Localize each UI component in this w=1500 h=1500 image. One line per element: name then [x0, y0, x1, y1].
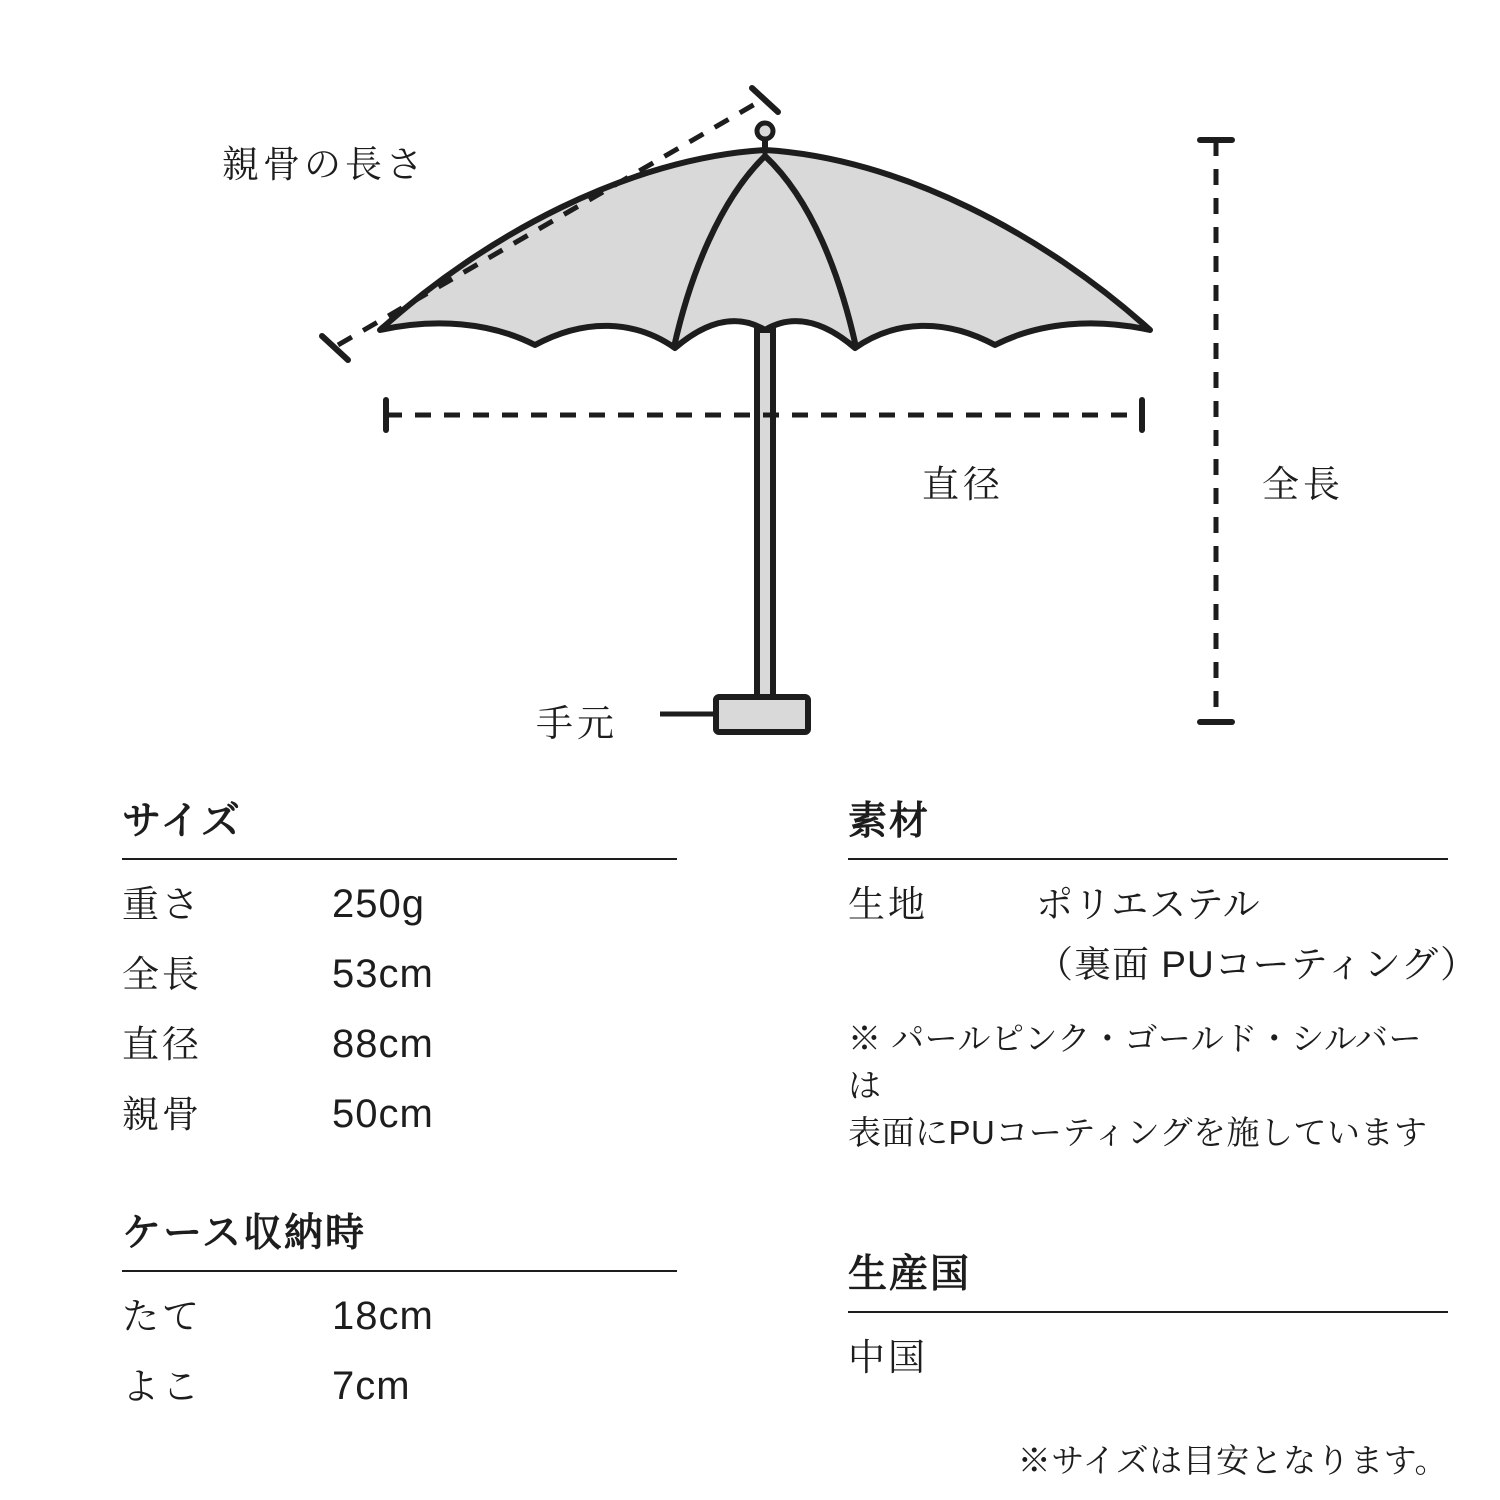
section-size: [122, 790, 682, 1138]
spec-key-case-height: たて: [122, 1296, 202, 1337]
material-note: [848, 1016, 1448, 1157]
spec-row-total-length: [122, 944, 682, 998]
label-total-length: 全長: [1262, 464, 1344, 505]
material-value-fabric-coating: （裏面 PUコーティング）: [1036, 944, 1479, 985]
size-disclaimer: ※サイズは目安となります。: [1017, 1442, 1448, 1479]
spec-key-weight: 重さ: [122, 884, 202, 925]
section-material: [848, 790, 1479, 1157]
umbrella-shaft: [757, 330, 773, 708]
material-note-line1: ※ パールピンク・ゴールド・シルバーは: [848, 1020, 1423, 1104]
size-title: サイズ: [122, 800, 242, 843]
country-title: 生産国: [848, 1252, 972, 1296]
umbrella-handle: [716, 697, 808, 732]
specs-right-column: [848, 790, 1479, 1381]
section-case-size: [122, 1202, 682, 1410]
spec-key-total-length: 全長: [122, 954, 202, 995]
spec-row-rib: [122, 1084, 682, 1138]
specifications: [0, 790, 1500, 1500]
spec-value-rib: 50cm: [332, 1092, 434, 1136]
case-title: ケース収納時: [122, 1212, 367, 1255]
material-key-fabric: 生地: [848, 884, 928, 925]
spec-value-total-length: 53cm: [332, 952, 434, 996]
spec-row-diameter: [122, 1014, 682, 1068]
specs-left-column: [122, 790, 682, 1426]
section-country-of-origin: [848, 1243, 1448, 1381]
material-title: 素材: [848, 800, 931, 843]
rib-length-end-cap-right: [752, 88, 778, 112]
label-rib-length: 親骨の長さ: [222, 144, 427, 185]
canopy-tip-knob: [757, 123, 773, 139]
label-diameter: 直径: [922, 464, 1004, 505]
spec-key-diameter: 直径: [122, 1024, 202, 1065]
spec-value-weight: 250g: [332, 882, 425, 926]
country-value: 中国: [848, 1336, 928, 1378]
umbrella-canopy: [380, 150, 1150, 348]
spec-value-diameter: 88cm: [332, 1022, 434, 1066]
spec-value-case-width: 7cm: [332, 1364, 411, 1408]
material-divider: [848, 858, 1448, 860]
label-handle: 手元: [536, 703, 618, 744]
material-value-fabric: ポリエステル: [1036, 884, 1261, 925]
spec-key-rib: 親骨: [122, 1094, 202, 1135]
case-divider: [122, 1270, 677, 1272]
spec-key-case-width: よこ: [122, 1366, 202, 1407]
material-row-fabric: [848, 874, 1448, 928]
size-divider: [122, 858, 677, 860]
spec-row-case-width: [122, 1356, 682, 1410]
material-note-line2: 表面にPUコーティングを施しています: [848, 1113, 1428, 1151]
spec-row-case-height: [122, 1286, 682, 1340]
spec-value-case-height: 18cm: [332, 1294, 434, 1338]
country-divider: [848, 1311, 1448, 1313]
spec-row-weight: [122, 874, 682, 928]
